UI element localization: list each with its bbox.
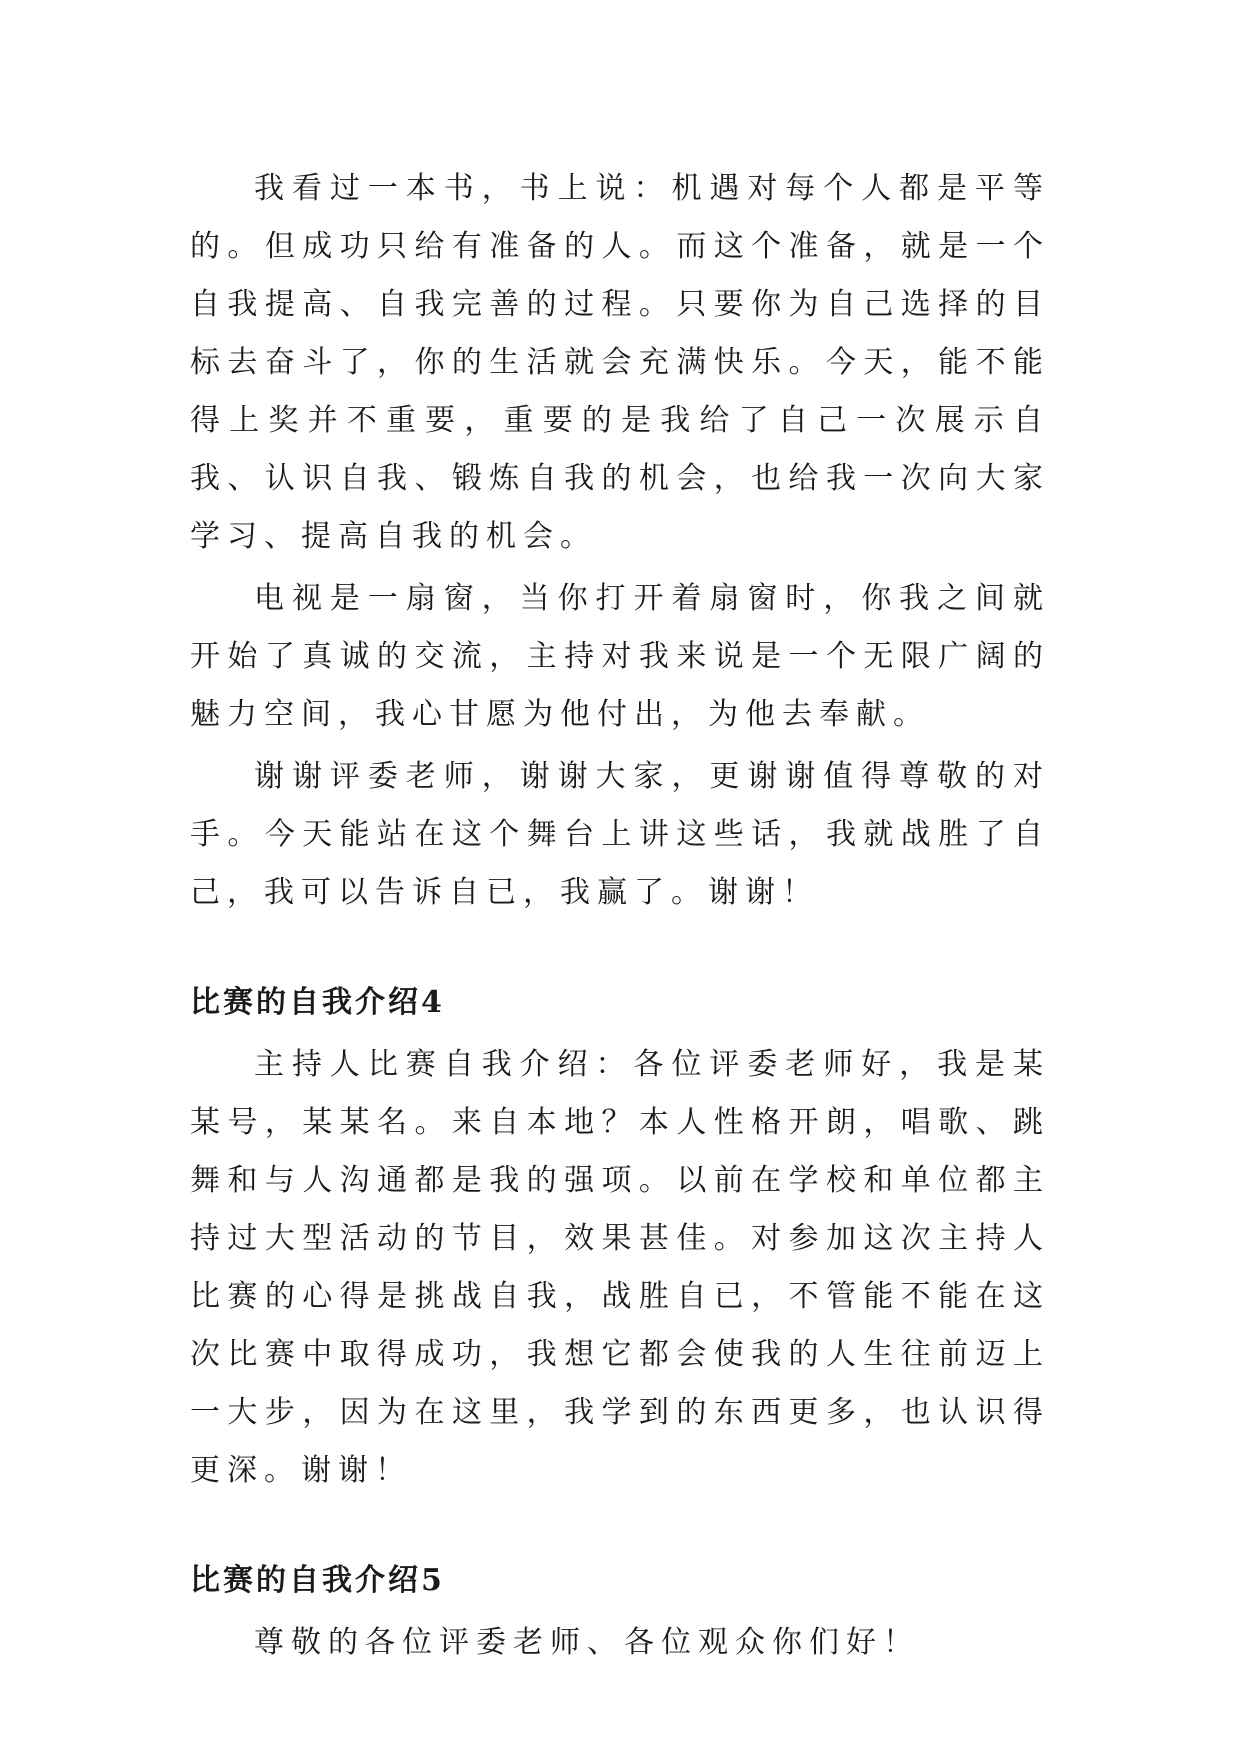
- paragraph-opportunity: 我看过一本书，书上说：机遇对每个人都是平等的。但成功只给有准备的人。而这个准备，就是一个自我提高、自我完善的过程。只要你为自己选择的目标去奋斗了，你的生活就会充满快乐。今天，能不能得上奖并不重要，重要的是我给了自己一次展示自我、认识自我、锻炼自我的机会，也给我一次向大家学习、提高自我的机会。: [190, 171, 1050, 554]
- section-heading-5: 比赛的自我介绍5: [190, 1563, 445, 1598]
- section-heading-4: 比赛的自我介绍4: [190, 985, 445, 1020]
- paragraph-television: 电视是一扇窗，当你打开着扇窗时，你我之间就开始了真诚的交流，主持对我来说是一个无限广阔的魅力空间，我心甘愿为他付出，为他去奉献。: [190, 581, 1050, 732]
- paragraph-thanks: 谢谢评委老师，谢谢大家，更谢谢值得尊敬的对手。今天能站在这个舞台上讲这些话，我就战胜了自己，我可以告诉自已，我赢了。谢谢！: [190, 759, 1050, 910]
- document-page: [190, 160, 1050, 1672]
- paragraph-host-intro: 主持人比赛自我介绍：各位评委老师好，我是某某号，某某名。来自本地？本人性格开朗，唱歌、跳舞和与人沟通都是我的强项。以前在学校和单位都主持过大型活动的节目，效果甚佳。对参加这次主持人比赛的心得是挑战自我，战胜自已，不管能不能在这次比赛中取得成功，我想它都会使我的人生往前迈上一大步，因为在这里，我学到的东西更多，也认识得更深。谢谢！: [190, 1047, 1050, 1488]
- paragraph-greeting: 尊敬的各位评委老师、各位观众你们好！: [254, 1625, 920, 1660]
